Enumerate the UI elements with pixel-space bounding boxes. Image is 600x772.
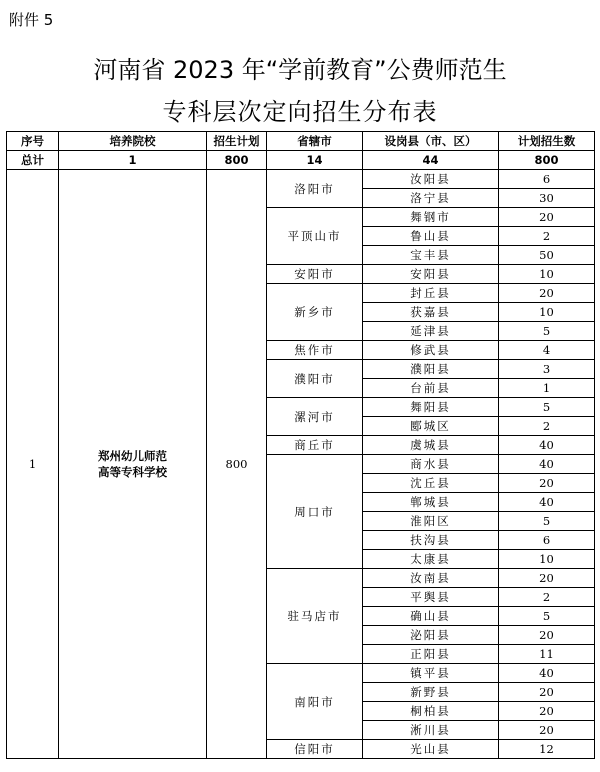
county-quota: 20	[499, 721, 595, 740]
county-quota: 2	[499, 417, 595, 436]
county-name: 泌阳县	[363, 626, 499, 645]
county-name: 淮阳区	[363, 512, 499, 531]
county-name: 镇平县	[363, 664, 499, 683]
county-quota: 2	[499, 227, 595, 246]
total-counties: 44	[363, 151, 499, 170]
county-quota: 20	[499, 284, 595, 303]
county-name: 封丘县	[363, 284, 499, 303]
county-quota: 20	[499, 208, 595, 227]
city-name: 新乡市	[267, 284, 363, 341]
header-plan: 招生计划	[207, 132, 267, 151]
county-quota: 20	[499, 683, 595, 702]
county-quota: 11	[499, 645, 595, 664]
county-quota: 40	[499, 493, 595, 512]
document-subtitle: 专科层次定向招生分布表	[162, 98, 438, 126]
total-schools: 1	[59, 151, 207, 170]
county-quota: 5	[499, 398, 595, 417]
county-quota: 2	[499, 588, 595, 607]
county-quota: 10	[499, 303, 595, 322]
school-name-line: 高等专科学校	[98, 465, 167, 479]
city-name: 安阳市	[267, 265, 363, 284]
county-quota: 20	[499, 702, 595, 721]
county-name: 舞阳县	[363, 398, 499, 417]
county-name: 扶沟县	[363, 531, 499, 550]
county-name: 淅川县	[363, 721, 499, 740]
city-name: 平顶山市	[267, 208, 363, 265]
county-name: 延津县	[363, 322, 499, 341]
county-quota: 40	[499, 455, 595, 474]
county-name: 获嘉县	[363, 303, 499, 322]
document-title: 河南省 2023 年“学前教育”公费师范生	[93, 56, 507, 84]
total-cities: 14	[267, 151, 363, 170]
city-name: 南阳市	[267, 664, 363, 740]
city-name: 信阳市	[267, 740, 363, 759]
county-quota: 12	[499, 740, 595, 759]
county-quota: 6	[499, 531, 595, 550]
county-name: 鲁山县	[363, 227, 499, 246]
county-name: 确山县	[363, 607, 499, 626]
city-name: 驻马店市	[267, 569, 363, 664]
row-index: 1	[7, 170, 59, 759]
county-name: 汝阳县	[363, 170, 499, 189]
county-quota: 5	[499, 322, 595, 341]
county-quota: 1	[499, 379, 595, 398]
county-name: 沈丘县	[363, 474, 499, 493]
header-index: 序号	[7, 132, 59, 151]
county-quota: 5	[499, 607, 595, 626]
county-quota: 40	[499, 436, 595, 455]
county-name: 舞钢市	[363, 208, 499, 227]
county-quota: 50	[499, 246, 595, 265]
county-quota: 20	[499, 626, 595, 645]
header-county: 设岗县（市、区）	[363, 132, 499, 151]
city-name: 焦作市	[267, 341, 363, 360]
county-name: 光山县	[363, 740, 499, 759]
county-quota: 30	[499, 189, 595, 208]
county-name: 濮阳县	[363, 360, 499, 379]
total-label: 总计	[7, 151, 59, 170]
county-name: 太康县	[363, 550, 499, 569]
county-name: 修武县	[363, 341, 499, 360]
county-quota: 10	[499, 265, 595, 284]
county-quota: 3	[499, 360, 595, 379]
county-quota: 10	[499, 550, 595, 569]
table-row	[7, 170, 595, 189]
school-name	[59, 170, 207, 759]
county-quota: 20	[499, 474, 595, 493]
county-name: 平舆县	[363, 588, 499, 607]
county-quota: 20	[499, 569, 595, 588]
city-name: 漯河市	[267, 398, 363, 436]
county-name: 郾城区	[363, 417, 499, 436]
total-plan: 800	[207, 151, 267, 170]
county-name: 正阳县	[363, 645, 499, 664]
county-name: 商水县	[363, 455, 499, 474]
county-quota: 6	[499, 170, 595, 189]
county-quota: 5	[499, 512, 595, 531]
county-name: 洛宁县	[363, 189, 499, 208]
county-name: 新野县	[363, 683, 499, 702]
header-school: 培养院校	[59, 132, 207, 151]
header-row	[7, 132, 595, 151]
enrollment-plan: 800	[207, 170, 267, 759]
total-row	[7, 151, 595, 170]
county-name: 安阳县	[363, 265, 499, 284]
county-name: 桐柏县	[363, 702, 499, 721]
county-quota: 40	[499, 664, 595, 683]
attachment-label: 附件 5	[9, 11, 54, 29]
total-quota: 800	[499, 151, 595, 170]
city-name: 洛阳市	[267, 170, 363, 208]
county-name: 虞城县	[363, 436, 499, 455]
header-city: 省辖市	[267, 132, 363, 151]
city-name: 商丘市	[267, 436, 363, 455]
distribution-table	[6, 131, 595, 759]
county-name: 宝丰县	[363, 246, 499, 265]
city-name: 濮阳市	[267, 360, 363, 398]
county-name: 台前县	[363, 379, 499, 398]
school-name-line: 郑州幼儿师范	[98, 449, 167, 463]
county-name: 汝南县	[363, 569, 499, 588]
header-quota: 计划招生数	[499, 132, 595, 151]
city-name: 周口市	[267, 455, 363, 569]
county-name: 郸城县	[363, 493, 499, 512]
county-quota: 4	[499, 341, 595, 360]
